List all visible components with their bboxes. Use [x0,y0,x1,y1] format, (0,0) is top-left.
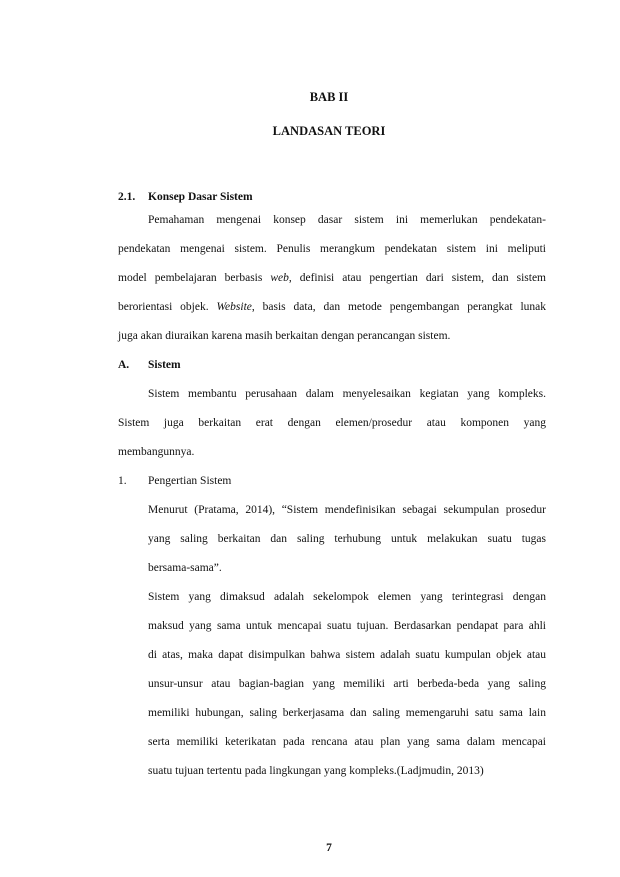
page-number: 7 [326,842,332,854]
paragraph-line: Sistem membantu perusahaan dalam menyelesaikan kegiatan yang kompleks. [148,388,546,400]
item-number: 1. [118,475,127,487]
section-title: Konsep Dasar Sistem [148,191,253,203]
paragraph-line: Pemahaman mengenai konsep dasar sistem ini memerlukan pendekatan- [148,214,546,226]
explanation-line: serta memiliki keterikatan pada rencana atau plan yang sama dalam mencapai [148,736,546,748]
section-number: 2.1. [118,191,136,203]
quote-line: bersama-sama”. [148,562,222,574]
subsection-number: A. [118,359,130,371]
chapter-number: BAB II [309,90,349,104]
paragraph-line: membangunnya. [118,446,195,458]
subsection-title: Sistem [148,359,181,371]
explanation-line: maksud yang sama untuk mencapai suatu tujuan. Berdasarkan pendapat para ahli [148,620,546,632]
paragraph-text: model pembelajaran berbasis [118,272,263,284]
paragraph-line [118,271,546,285]
paragraph-line: Sistem juga berkaitan erat dengan elemen/prosedur atau komponen yang [118,417,546,429]
paragraph-line [118,300,546,314]
paragraph-line: pendekatan mengenai sistem. Penulis merangkum pendekatan sistem ini meliputi [118,243,546,255]
quote-line: yang saling berkaitan dan saling terhubung untuk melakukan suatu tugas [148,533,546,545]
paragraph-line: juga akan diuraikan karena masih berkaitan dengan perancangan sistem. [118,330,451,342]
explanation-line: di atas, maka dapat disimpulkan bahwa sistem adalah suatu kumpulan objek atau [148,649,546,661]
paragraph-text: , basis data, dan metode pengembangan perangkat lunak [251,301,547,313]
explanation-line: memiliki hubungan, saling berkerjasama dan saling memengaruhi satu sama lain [148,707,546,719]
explanation-line: unsur-unsur atau bagian-bagian yang memiliki arti berbeda-beda yang saling [148,678,546,690]
explanation-line: Sistem yang dimaksud adalah sekelompok elemen yang terintegrasi dengan [148,591,546,603]
explanation-line: suatu tujuan tertentu pada lingkungan yang kompleks.(Ladjmudin, 2013) [148,765,484,777]
paragraph-text: berorientasi objek. [118,301,209,313]
item-title: Pengertian Sistem [148,475,232,487]
italic-term: web [270,272,289,284]
paragraph-text: , definisi atau pengertian dari sistem, dan sistem [288,272,546,284]
italic-term: Website [216,301,252,313]
chapter-title: LANDASAN TEORI [272,124,386,138]
quote-line: Menurut (Pratama, 2014), “Sistem mendefinisikan sebagai sekumpulan prosedur [148,504,546,516]
